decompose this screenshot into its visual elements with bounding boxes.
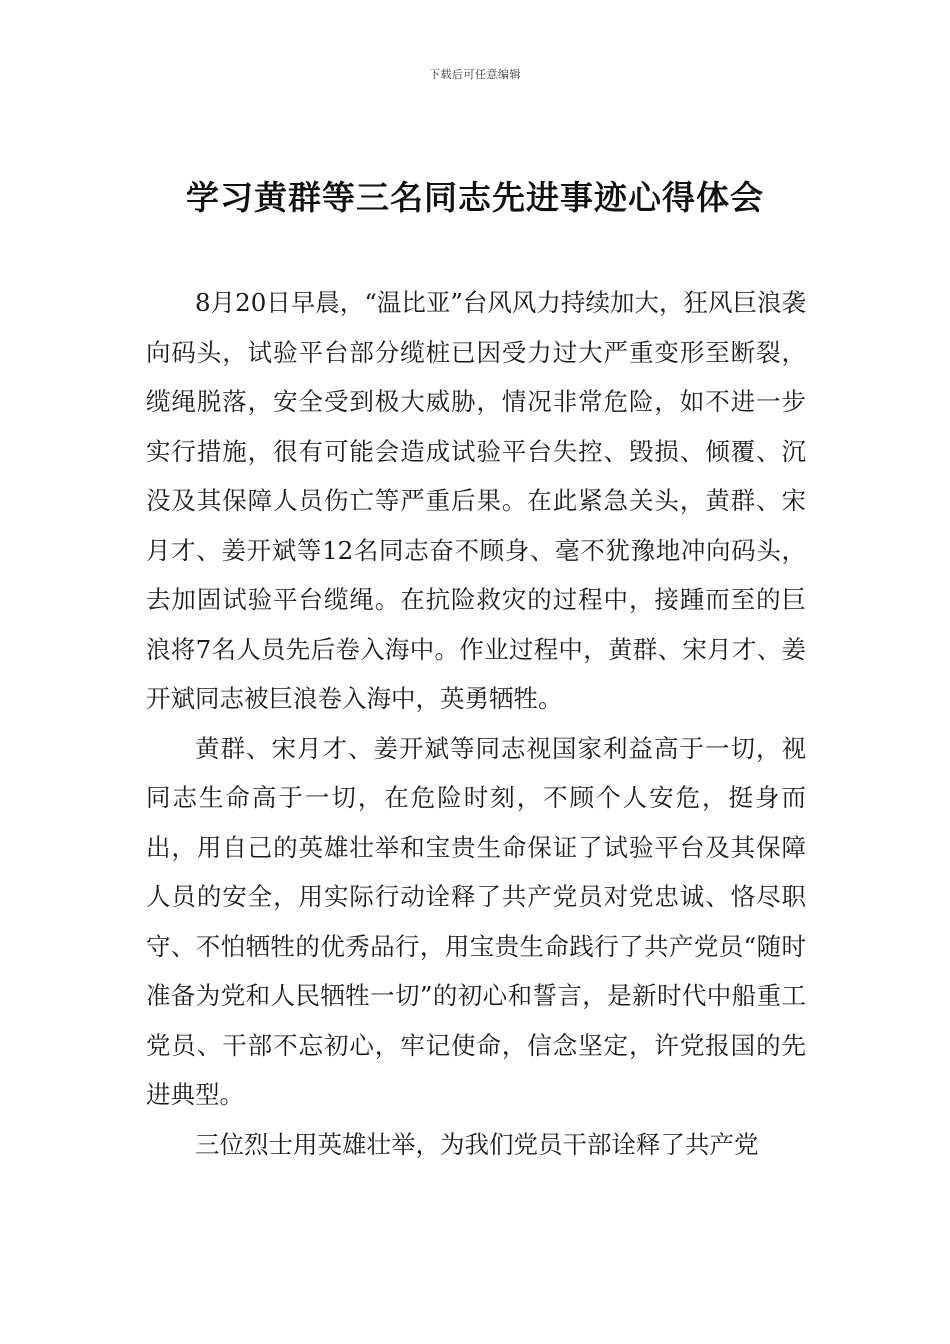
paragraph-3: 三位烈士用英雄壮举，为我们党员干部诠释了共产党 xyxy=(195,1129,759,1159)
paragraph-1: 8月20日早晨，“温比亚”台风风力持续加大，狂风巨浪袭向码头，试验平台部分缆桩已因受力过大严重变形至断裂，缆绳脱落，安全受到极大威胁，情况非常危险，如不进一步实行措施，很有可能会造成试验平台失控、毁损、倾覆、沉没及其保障人员伤亡等严重后果。在此紧急关头，黄群、宋月才、姜开斌等12名同志奋不顾身、毫不犹豫地冲向码头，去加固试验平台缆绳。在抗险救灾的过程中，接踵而至的巨浪将7名人员先后卷入海中。作业过程中，黄群、宋月才、姜开斌同志被巨浪卷入海中，英勇牺牲。 xyxy=(146,288,806,713)
header-note: 下载后可任意编辑 xyxy=(429,68,521,81)
paragraph-2: 黄群、宋月才、姜开斌等同志视国家利益高于一切，视同志生命高于一切，在危险时刻，不顾个人安危，挺身而出，用自己的英雄壮举和宝贵生命保证了试验平台及其保障人员的安全，用实际行动诠释了共产党员对党忠诚、恪尽职守、不怕牺牲的优秀品行，用宝贵生命践行了共产党员“随时准备为党和人民牺牲一切”的初心和誓言，是新时代中船重工党员、干部不忘初心，牢记使命，信念坚定，许党报国的先进典型。 xyxy=(146,733,806,1109)
document-body xyxy=(146,278,806,1169)
document-title: 学习黄群等三名同志先进事迹心得体会 xyxy=(186,178,764,217)
